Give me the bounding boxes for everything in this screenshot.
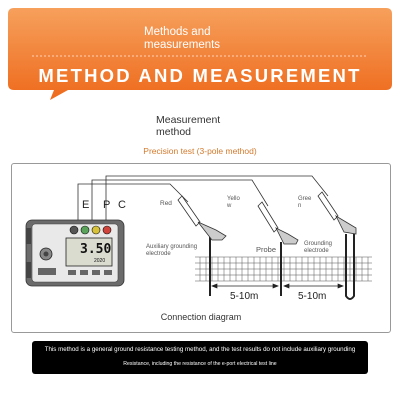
display-reading: 3.50 bbox=[80, 242, 112, 257]
measurement-method-label: Measurement method bbox=[156, 114, 221, 138]
lead-green-label: Gree n bbox=[298, 196, 312, 209]
grounding-electrode-label: Grounding electrode bbox=[304, 241, 333, 254]
clip-yellow bbox=[258, 202, 298, 244]
footer-note bbox=[32, 341, 368, 374]
lead-yellow-label: Yello w bbox=[227, 196, 240, 209]
terminal-e-label: E bbox=[82, 199, 90, 211]
header-banner bbox=[8, 8, 392, 96]
banner-title: METHOD AND MEASUREMENT bbox=[38, 65, 362, 86]
test-leads bbox=[78, 176, 328, 222]
terminal-p-label: P bbox=[103, 199, 111, 211]
clip-red bbox=[178, 196, 226, 240]
footer-line-2: Resistance, including the resistance of the e-port electrical test line bbox=[123, 361, 277, 367]
footer-line-1: This method is a general ground resistance testing method, and the test results do not include auxiliary grounding bbox=[44, 346, 356, 353]
display-unit: 2020 bbox=[94, 258, 106, 264]
connection-diagram bbox=[11, 163, 391, 333]
banner-subtitle: Methods and measurements bbox=[144, 26, 221, 51]
auxiliary-electrode-label: Auxiliary grounding electrode bbox=[146, 244, 198, 257]
distance-label-1: 5-10m bbox=[230, 291, 259, 302]
precision-test-label: Precision test (3-pole method) bbox=[143, 146, 257, 156]
clip-green bbox=[318, 192, 356, 234]
connection-diagram-caption: Connection diagram bbox=[160, 312, 242, 322]
terminal-c-label: C bbox=[118, 199, 126, 211]
lead-red-label: Red bbox=[160, 200, 172, 207]
distance-label-2: 5-10m bbox=[298, 291, 327, 302]
distance-arrows bbox=[212, 284, 343, 288]
probe-label: Probe bbox=[256, 245, 277, 254]
